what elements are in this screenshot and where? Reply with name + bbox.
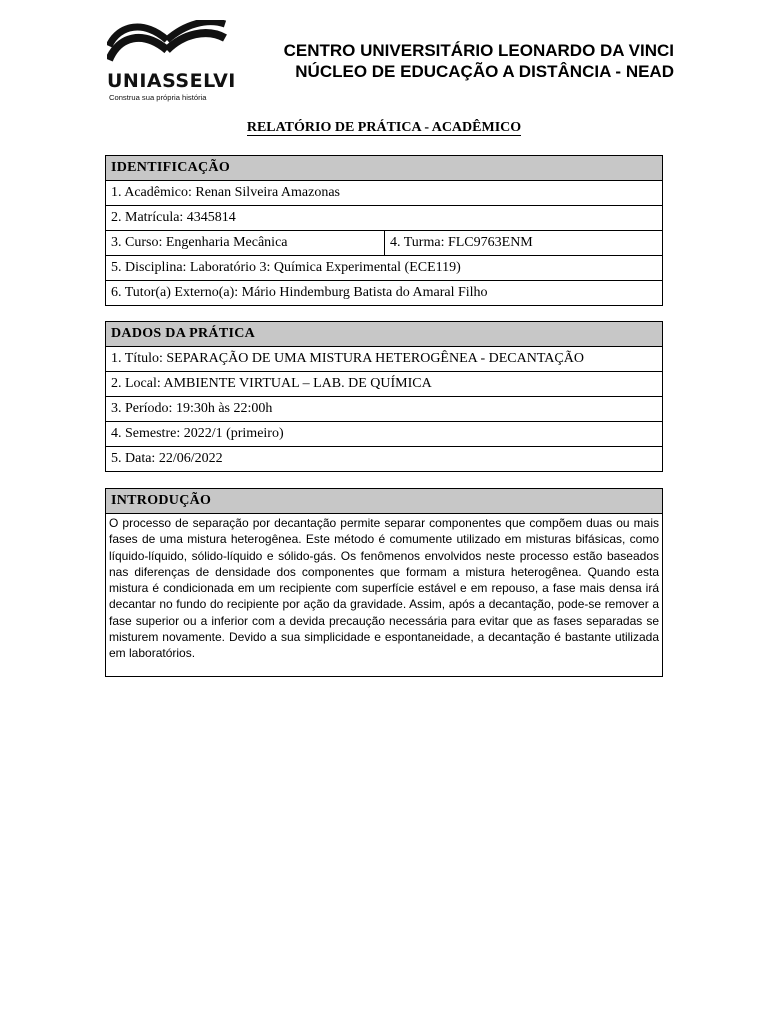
document-title-text: RELATÓRIO DE PRÁTICA - ACADÊMICO xyxy=(246,120,522,135)
identificacao-table xyxy=(105,155,663,306)
introducao-table xyxy=(105,488,663,677)
logo-wordmark: UNIASSELVI xyxy=(107,70,236,92)
introducao-text: O processo de separação por decantação permite separar componentes que compõem duas ou mais fases de uma mistura heterogênea. Este método é comumente utilizado em misturas bifásicas, como líquido-líquido, sólido-líquido e sólido-gás. Os fenômenos envolvidos neste processo estão baseados nas diferenças de densidade dos componentes que formam a mistura heterogênea. Quando esta mistura é condicionada em um recipiente com superfície estável e em repouso, a fase mais densa irá decantar no fundo do recipiente por ação da gravidade. Assim, após a decantação, pode-se remover a fase superior ou a inferior com a devida precaução necessária para evitar que as fases separadas se misturem novamente. Devido a sua simplicidade e espontaneidade, a decantação é bastante utilizada em laboratórios. xyxy=(106,514,663,677)
academico-field: 1. Acadêmico: Renan Silveira Amazonas xyxy=(106,181,663,206)
titulo-field: 1. Título: SEPARAÇÃO DE UMA MISTURA HETEROGÊNEA - DECANTAÇÃO xyxy=(106,347,663,372)
document-title xyxy=(0,120,768,136)
uniasselvi-logo xyxy=(107,20,236,104)
logo-tagline: Construa sua própria história xyxy=(109,93,207,102)
identificacao-heading: IDENTIFICAÇÃO xyxy=(106,156,663,181)
semestre-field: 4. Semestre: 2022/1 (primeiro) xyxy=(106,422,663,447)
curso-field: 3. Curso: Engenharia Mecânica xyxy=(106,231,385,256)
tutor-field: 6. Tutor(a) Externo(a): Mário Hindemburg Batista do Amaral Filho xyxy=(106,281,663,306)
institution-unit: NÚCLEO DE EDUCAÇÃO A DISTÂNCIA - NEAD xyxy=(295,62,674,81)
institution-header xyxy=(240,40,674,82)
book-wings-icon xyxy=(107,20,229,70)
introducao-heading: INTRODUÇÃO xyxy=(106,489,663,514)
dados-pratica-table xyxy=(105,321,663,472)
periodo-field: 3. Período: 19:30h às 22:00h xyxy=(106,397,663,422)
turma-field: 4. Turma: FLC9763ENM xyxy=(385,231,663,256)
disciplina-field: 5. Disciplina: Laboratório 3: Química Experimental (ECE119) xyxy=(106,256,663,281)
institution-name: CENTRO UNIVERSITÁRIO LEONARDO DA VINCI xyxy=(283,41,674,60)
dados-pratica-heading: DADOS DA PRÁTICA xyxy=(106,322,663,347)
local-field: 2. Local: AMBIENTE VIRTUAL – LAB. DE QUÍMICA xyxy=(106,372,663,397)
matricula-field: 2. Matrícula: 4345814 xyxy=(106,206,663,231)
data-field: 5. Data: 22/06/2022 xyxy=(106,447,663,472)
